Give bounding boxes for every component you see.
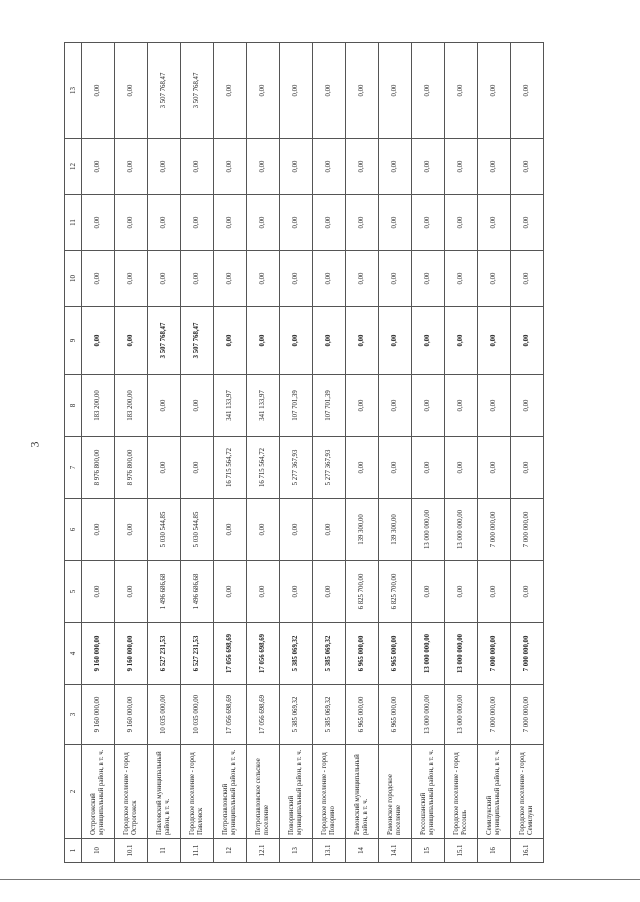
cell-c9: 0,00: [280, 307, 313, 375]
cell-c6: 139 300,00: [379, 499, 412, 561]
cell-c7: 0,00: [181, 437, 214, 499]
cell-c7: 16 715 564,72: [247, 437, 280, 499]
cell-name: Россошанский муниципальный район, в т. ч.: [412, 745, 445, 839]
col-header: 6: [65, 499, 82, 561]
cell-name: Поворинский муниципальный район, в т. ч.: [280, 745, 313, 839]
cell-row-number: 11: [148, 839, 181, 863]
cell-c11: 0,00: [280, 195, 313, 251]
cell-c13: 0,00: [214, 43, 247, 139]
cell-c7: 0,00: [412, 437, 445, 499]
cell-c4: 5 385 069,32: [280, 623, 313, 685]
cell-row-number: 10: [82, 839, 115, 863]
cell-c9: 0,00: [346, 307, 379, 375]
cell-c9: 0,00: [445, 307, 478, 375]
cell-row-number: 12: [214, 839, 247, 863]
cell-name: Павловский муниципальный район, в т. ч.: [148, 745, 181, 839]
cell-c4: 9 160 000,00: [115, 623, 148, 685]
cell-c13: 0,00: [511, 43, 544, 139]
table-row: [346, 43, 379, 863]
col-header: 5: [65, 561, 82, 623]
cell-c11: 0,00: [82, 195, 115, 251]
cell-c9: 0,00: [511, 307, 544, 375]
table-row: [148, 43, 181, 863]
cell-c7: 0,00: [478, 437, 511, 499]
rotated-table-container: [64, 43, 589, 863]
cell-c9: 0,00: [115, 307, 148, 375]
cell-c3: 13 000 000,00: [412, 685, 445, 745]
cell-c9: 0,00: [379, 307, 412, 375]
table-row: [478, 43, 511, 863]
cell-c7: 0,00: [379, 437, 412, 499]
cell-c3: 10 035 000,00: [148, 685, 181, 745]
cell-c13: 0,00: [115, 43, 148, 139]
table-row: [247, 43, 280, 863]
cell-c13: 3 507 768,47: [148, 43, 181, 139]
table-row: [412, 43, 445, 863]
cell-name: Городское поселение - город Поворино: [313, 745, 346, 839]
cell-c6: 0,00: [82, 499, 115, 561]
cell-c8: 341 133,97: [247, 375, 280, 437]
cell-c10: 0,00: [478, 251, 511, 307]
col-header: 11: [65, 195, 82, 251]
cell-name: Петропавловское сельское поселение: [247, 745, 280, 839]
cell-c13: 0,00: [478, 43, 511, 139]
cell-c10: 0,00: [115, 251, 148, 307]
cell-c4: 7 000 000,00: [478, 623, 511, 685]
cell-c8: 341 133,97: [214, 375, 247, 437]
cell-c7: 5 277 367,93: [313, 437, 346, 499]
cell-c6: 13 000 000,00: [412, 499, 445, 561]
cell-c4: 6 527 231,53: [148, 623, 181, 685]
cell-c7: 8 976 800,00: [82, 437, 115, 499]
cell-c5: 0,00: [115, 561, 148, 623]
cell-name: Петропавловский муниципальный район, в т. ч.: [214, 745, 247, 839]
cell-c8: 0,00: [478, 375, 511, 437]
cell-c6: 0,00: [280, 499, 313, 561]
cell-c13: 0,00: [346, 43, 379, 139]
cell-row-number: 15.1: [445, 839, 478, 863]
cell-c3: 5 385 069,32: [313, 685, 346, 745]
col-header: 9: [65, 307, 82, 375]
cell-c12: 0,00: [214, 139, 247, 195]
cell-c5: 0,00: [445, 561, 478, 623]
cell-c13: 0,00: [379, 43, 412, 139]
cell-c4: 13 000 000,00: [412, 623, 445, 685]
cell-name: Городское поселение - город Семилуки: [511, 745, 544, 839]
cell-c6: 0,00: [115, 499, 148, 561]
cell-c4: 6 965 000,00: [379, 623, 412, 685]
cell-c3: 9 160 000,00: [82, 685, 115, 745]
cell-name: Семилукский муниципальный район, в т. ч.: [478, 745, 511, 839]
cell-c4: 6 965 000,00: [346, 623, 379, 685]
cell-c6: 0,00: [247, 499, 280, 561]
cell-c12: 0,00: [511, 139, 544, 195]
cell-c7: 0,00: [511, 437, 544, 499]
cell-c4: 13 000 000,00: [445, 623, 478, 685]
cell-row-number: 13.1: [313, 839, 346, 863]
cell-row-number: 16: [478, 839, 511, 863]
cell-c7: 0,00: [346, 437, 379, 499]
cell-row-number: 12.1: [247, 839, 280, 863]
cell-c8: 107 701,39: [280, 375, 313, 437]
cell-c12: 0,00: [115, 139, 148, 195]
cell-c11: 0,00: [412, 195, 445, 251]
cell-c13: 0,00: [412, 43, 445, 139]
cell-c10: 0,00: [247, 251, 280, 307]
cell-c9: 0,00: [247, 307, 280, 375]
table-row: [115, 43, 148, 863]
table-row: [82, 43, 115, 863]
cell-c12: 0,00: [445, 139, 478, 195]
cell-c11: 0,00: [247, 195, 280, 251]
cell-c5: 1 496 686,68: [148, 561, 181, 623]
cell-c6: 5 030 544,85: [148, 499, 181, 561]
cell-name: Рамонский муниципальный район, в т. ч.: [346, 745, 379, 839]
cell-name: Городское поселение - город Острогожск: [115, 745, 148, 839]
cell-c11: 0,00: [214, 195, 247, 251]
cell-c5: 0,00: [82, 561, 115, 623]
cell-c5: 6 825 700,00: [379, 561, 412, 623]
cell-c12: 0,00: [412, 139, 445, 195]
cell-c12: 0,00: [280, 139, 313, 195]
cell-c9: 3 507 768,47: [148, 307, 181, 375]
col-header: 3: [65, 685, 82, 745]
cell-c8: 0,00: [445, 375, 478, 437]
cell-c10: 0,00: [379, 251, 412, 307]
cell-c9: 0,00: [82, 307, 115, 375]
cell-c12: 0,00: [346, 139, 379, 195]
page-bottom-rule: [0, 879, 640, 880]
col-header: 10: [65, 251, 82, 307]
cell-row-number: 14: [346, 839, 379, 863]
cell-c8: 107 701,39: [313, 375, 346, 437]
cell-c8: 0,00: [148, 375, 181, 437]
cell-c4: 5 385 069,32: [313, 623, 346, 685]
cell-row-number: 15: [412, 839, 445, 863]
cell-c3: 13 000 000,00: [445, 685, 478, 745]
cell-c13: 0,00: [280, 43, 313, 139]
cell-c3: 9 160 000,00: [115, 685, 148, 745]
data-table: [64, 42, 544, 863]
cell-c8: 0,00: [511, 375, 544, 437]
cell-c12: 0,00: [379, 139, 412, 195]
cell-c5: 0,00: [214, 561, 247, 623]
cell-c5: 0,00: [478, 561, 511, 623]
cell-c5: 0,00: [511, 561, 544, 623]
cell-name: Городское поселение - город Павловск: [181, 745, 214, 839]
cell-c6: 7 000 000,00: [478, 499, 511, 561]
cell-c10: 0,00: [313, 251, 346, 307]
col-header: 7: [65, 437, 82, 499]
cell-c6: 7 000 000,00: [511, 499, 544, 561]
cell-c3: 5 385 069,32: [280, 685, 313, 745]
cell-c3: 17 056 698,69: [247, 685, 280, 745]
cell-c10: 0,00: [412, 251, 445, 307]
cell-c13: 0,00: [82, 43, 115, 139]
cell-c7: 8 976 800,00: [115, 437, 148, 499]
cell-c5: 0,00: [280, 561, 313, 623]
cell-row-number: 14.1: [379, 839, 412, 863]
cell-c12: 0,00: [478, 139, 511, 195]
cell-c6: 5 030 544,85: [181, 499, 214, 561]
cell-c5: 0,00: [247, 561, 280, 623]
cell-row-number: 16.1: [511, 839, 544, 863]
cell-c8: 183 200,00: [115, 375, 148, 437]
cell-c3: 6 965 000,00: [379, 685, 412, 745]
col-header: 8: [65, 375, 82, 437]
cell-c12: 0,00: [313, 139, 346, 195]
cell-c5: 1 496 686,68: [181, 561, 214, 623]
cell-c10: 0,00: [280, 251, 313, 307]
table-row: [280, 43, 313, 863]
cell-row-number: 13: [280, 839, 313, 863]
cell-c4: 7 000 000,00: [511, 623, 544, 685]
header-row: [65, 43, 82, 863]
cell-c13: 0,00: [445, 43, 478, 139]
cell-c5: 6 825 700,00: [346, 561, 379, 623]
cell-c10: 0,00: [214, 251, 247, 307]
cell-c10: 0,00: [181, 251, 214, 307]
cell-c11: 0,00: [478, 195, 511, 251]
cell-c9: 0,00: [412, 307, 445, 375]
cell-c4: 6 527 231,53: [181, 623, 214, 685]
cell-c10: 0,00: [511, 251, 544, 307]
cell-name: Острогожский муниципальный район, в т. ч.: [82, 745, 115, 839]
cell-row-number: 11.1: [181, 839, 214, 863]
cell-c11: 0,00: [181, 195, 214, 251]
cell-c3: 7 000 000,00: [478, 685, 511, 745]
cell-c10: 0,00: [148, 251, 181, 307]
table-row: [313, 43, 346, 863]
cell-c11: 0,00: [346, 195, 379, 251]
table-row: [379, 43, 412, 863]
cell-c11: 0,00: [115, 195, 148, 251]
cell-c8: 0,00: [412, 375, 445, 437]
cell-c9: 0,00: [214, 307, 247, 375]
cell-c3: 6 965 000,00: [346, 685, 379, 745]
cell-c3: 10 035 000,00: [181, 685, 214, 745]
cell-c3: 7 000 000,00: [511, 685, 544, 745]
cell-c9: 3 507 768,47: [181, 307, 214, 375]
cell-c13: 0,00: [247, 43, 280, 139]
col-header: 12: [65, 139, 82, 195]
cell-c12: 0,00: [148, 139, 181, 195]
cell-c11: 0,00: [511, 195, 544, 251]
cell-name: Городское поселение - город Россошь: [445, 745, 478, 839]
page-number: 3: [27, 441, 42, 448]
cell-c9: 0,00: [478, 307, 511, 375]
cell-c6: 0,00: [313, 499, 346, 561]
table-row: [214, 43, 247, 863]
cell-c9: 0,00: [313, 307, 346, 375]
cell-c12: 0,00: [181, 139, 214, 195]
cell-c12: 0,00: [247, 139, 280, 195]
cell-c7: 0,00: [148, 437, 181, 499]
cell-c7: 0,00: [445, 437, 478, 499]
cell-row-number: 10.1: [115, 839, 148, 863]
cell-c8: 0,00: [346, 375, 379, 437]
cell-c5: 0,00: [412, 561, 445, 623]
cell-name: Рамонское городское поселение: [379, 745, 412, 839]
table-row: [511, 43, 544, 863]
cell-c11: 0,00: [445, 195, 478, 251]
cell-c4: 9 160 000,00: [82, 623, 115, 685]
cell-c12: 0,00: [82, 139, 115, 195]
cell-c8: 0,00: [181, 375, 214, 437]
table-row: [181, 43, 214, 863]
cell-c7: 5 277 367,93: [280, 437, 313, 499]
col-header: 2: [65, 745, 82, 839]
cell-c7: 16 715 564,72: [214, 437, 247, 499]
cell-c13: 0,00: [313, 43, 346, 139]
cell-c6: 13 000 000,00: [445, 499, 478, 561]
col-header: 13: [65, 43, 82, 139]
cell-c6: 0,00: [214, 499, 247, 561]
cell-c4: 17 056 698,69: [247, 623, 280, 685]
cell-c4: 17 056 698,69: [214, 623, 247, 685]
col-header: 4: [65, 623, 82, 685]
cell-c3: 17 056 698,69: [214, 685, 247, 745]
col-header: 1: [65, 839, 82, 863]
cell-c11: 0,00: [379, 195, 412, 251]
cell-c11: 0,00: [148, 195, 181, 251]
cell-c10: 0,00: [82, 251, 115, 307]
cell-c8: 0,00: [379, 375, 412, 437]
cell-c10: 0,00: [445, 251, 478, 307]
cell-c8: 183 200,00: [82, 375, 115, 437]
cell-c13: 3 507 768,47: [181, 43, 214, 139]
cell-c5: 0,00: [313, 561, 346, 623]
table-row: [445, 43, 478, 863]
cell-c11: 0,00: [313, 195, 346, 251]
cell-c10: 0,00: [346, 251, 379, 307]
cell-c6: 139 300,00: [346, 499, 379, 561]
